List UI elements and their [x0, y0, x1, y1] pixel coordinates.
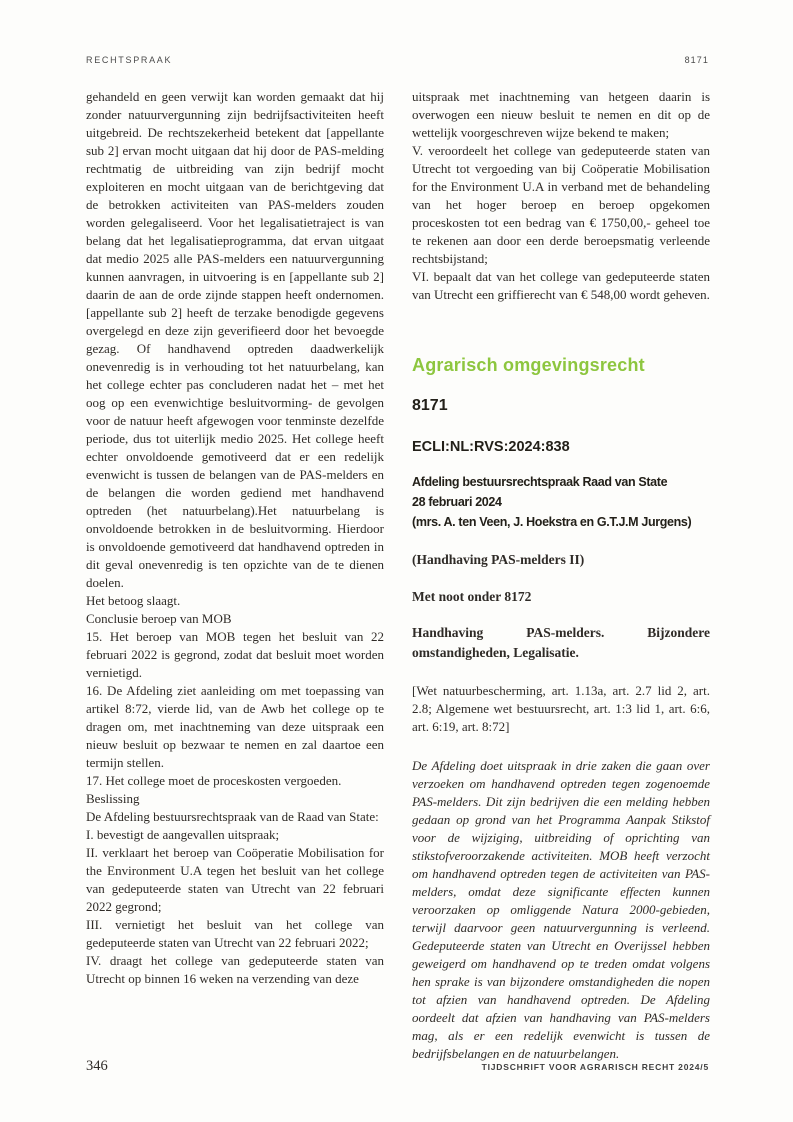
body-paragraph: 16. De Afdeling ziet aanleiding om met toepassing van artikel 8:72, vierde lid, van de Awb het college op te dragen om, met inachtneming van deze uitspraak een nieuw besluit op bezwaar te nemen en zal daartoe een termijn stellen. [86, 683, 384, 770]
running-head-section-label: RECHTSPRAAK [86, 55, 173, 65]
body-paragraph: IV. draagt het college van gedeputeerde staten van Utrecht op binnen 16 weken na verzending van deze [86, 953, 384, 986]
body-paragraph: I. bevestigt de aangevallen uitspraak; [86, 827, 280, 842]
right-column [412, 88, 710, 1063]
case-number-heading: 8171 [412, 397, 448, 414]
journal-title: TIJDSCHRIFT VOOR AGRARISCH RECHT 2024/5 [481, 1062, 709, 1072]
body-paragraph: 15. Het beroep van MOB tegen het besluit van 22 februari 2022 is gegrond, zodat dat besluit moet worden vernietigd. [86, 629, 384, 680]
body-paragraph: II. verklaart het beroep van Coöperatie Mobilisation for the Environment U.A tegen het besluit van het college van gedeputeerde staten van Utrecht van 22 februari 2022 gegrond; [86, 845, 384, 914]
section-heading: Agrarisch omgevingsrecht [412, 355, 645, 375]
court-metadata [412, 472, 710, 532]
judges-list: (mrs. A. ten Veen, J. Hoekstra en G.T.J.M Jurgens) [412, 515, 692, 529]
case-summary: De Afdeling doet uitspraak in drie zaken die gaan over verzoeken om handhavend optreden tegen zogenoemde PAS-melders. Dit zijn bedrijven die een melding hebben gedaan op grond van het Programma Aanpak Stikstof voor de wijziging, uitbreiding of oprichting van stikstofveroorzakende activiteiten. MOB heeft verzocht om handhavend optreden tegen de activiteiten van PAS-melders, omdat deze significante effecten kunnen veroorzaken op omliggende Natura 2000-gebieden, terwijl daarvoor geen natuurvergunning is verleend. Gedeputeerde staten van Utrecht en Overijssel hebben geweigerd om handhavend op te treden omdat volgens hen sprake is van bijzondere omstandigheden die nopen tot afzien van handhavend optreden. De Afdeling oordeelt dat afzien van handhaving van PAS-melders mag, als er een redelijk evenwicht is tussen de bedrijfsbelangen en de natuurbelangen. [412, 758, 710, 1061]
body-paragraph: gehandeld en geen verwijt kan worden gemaakt dat hij zonder natuurvergunning zijn bedrijfsactiviteiten heeft uitgebreid. De rechtszekerheid betekent dat [appellante sub 2] ervan mocht uitgaan dat hij door de PAS-melding rechtmatig de uitbreiding van zijn bedrijf mocht exploiteren en mocht uitgaan van de berichtgeving dat de betrokken activiteiten van PAS-melders zouden worden gelegaliseerd. Voor het legalisatietraject is van belang dat het legalisatieprogramma, dat ervan uitgaat dat medio 2025 alle PAS-melders een natuurvergunning kunnen aanvragen, in uitvoering is en [appellante sub 2] daarin de aan de orde zijnde stappen heeft ondernomen. [appellante sub 2] heeft de terzake benodigde gegevens overgelegd en deze zijn geverifieerd door het bevoegde gezag. Of handhavend optreden daadwerkelijk onevenredig is in verhouding tot het natuurbelang, kan het college echter pas concluderen nadat het – met het oog op een evenwichtige besluitvorming- de gevolgen voor de natuur heeft afgewogen voor tenminste dezelfde periode, dus tot uiterlijk medio 2025. Het college heeft echter onvoldoende gemotiveerd dat er een redelijk evenwicht is tussen de belangen van de PAS-melders en de belangen die worden gediend met handhavend optreden (het natuurbelang).Het natuurbelang is onvoldoende betrokken in de besluitvorming. Hierdoor is onvoldoende gemotiveerd dat handhavend optreden in dit geval onevenredig is ten opzichte van de te dienen doelen. [86, 89, 384, 590]
body-paragraph: Conclusie beroep van MOB [86, 611, 232, 626]
headnote: Handhaving PAS-melders. Bijzondere omstandigheden, Legalisatie. [412, 625, 710, 660]
page-footer [86, 1058, 709, 1075]
judgment-date: 28 februari 2024 [412, 495, 502, 509]
body-paragraph: Beslissing [86, 791, 140, 806]
running-head-case-number: 8171 [684, 55, 709, 65]
body-paragraph: uitspraak met inachtneming van hetgeen daarin is overwogen een nieuw besluit te nemen en dit op de wettelijk voorgeschreven wijze bekend te maken; [412, 89, 710, 140]
body-paragraph: VI. bepaalt dat van het college van gedeputeerde staten van Utrecht een griffierecht van € 548,00 wordt geheven. [412, 269, 710, 302]
note-reference: Met noot onder 8172 [412, 589, 532, 604]
body-paragraph: Het betoog slaagt. [86, 593, 181, 608]
page-number: 346 [86, 1058, 108, 1074]
running-head [86, 55, 709, 65]
body-paragraph: De Afdeling bestuursrechtspraak van de Raad van State: [86, 809, 379, 824]
left-column [86, 88, 384, 1063]
court-name: Afdeling bestuursrechtspraak Raad van State [412, 475, 668, 489]
body-paragraph: III. vernietigt het besluit van het college van gedeputeerde staten van Utrecht van 22 februari 2022; [86, 917, 384, 950]
case-title: (Handhaving PAS-melders II) [412, 552, 585, 567]
ecli-identifier: ECLI:NL:RVS:2024:838 [412, 439, 570, 455]
body-paragraph: 17. Het college moet de proceskosten vergoeden. [86, 773, 342, 788]
body-paragraph: V. veroordeelt het college van gedeputeerde staten van Utrecht tot vergoeding van bij Coöperatie Mobilisation for the Environment U.A in verband met de behandeling van het hoger beroep en beroep opgekomen proceskosten tot een bedrag van € 1750,00,- geheel toe te rekenen aan door een derde beroepsmatig verleende rechtsbijstand; [412, 143, 710, 266]
statute-references: [Wet natuurbescherming, art. 1.13a, art. 2.7 lid 2, art. 2.8; Algemene wet bestuursrecht, art. 1:3 lid 1, art. 6:6, art. 6:19, art. 8:72] [412, 683, 710, 734]
page-body [86, 88, 710, 1063]
